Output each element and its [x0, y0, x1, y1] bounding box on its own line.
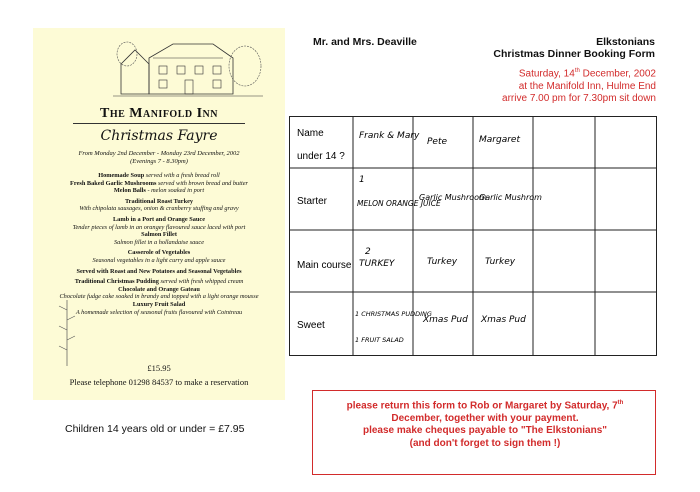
notice-text: please return this form to Rob or Margaret by Saturday, 7th December, together with your payment. please make cheques payable to "The Elkstonians" (and don't forget to sign them !) [346, 400, 624, 449]
menu-item-desc: A homemade selection of seasonal fruits flavoured with Cointreau [75, 308, 243, 316]
menu-item: Melon Balls - melon soaked in port [113, 187, 205, 195]
inn-illustration [113, 36, 263, 98]
menu-item: Traditional Christmas Pudding served with fresh whipped cream [74, 278, 244, 286]
name-cell: Margaret [479, 135, 520, 145]
holly-sprig-icon [55, 298, 79, 368]
main-cell: TURKEY [359, 259, 395, 269]
guest-names: Mr. and Mrs. Deaville [313, 36, 417, 48]
divider [73, 123, 245, 124]
menu-item-desc: Seasonal vegetables in a light curry and apple sauce [92, 256, 226, 264]
event-date: Saturday, 14th December, 2002 [518, 68, 656, 80]
row-label-starter: Starter [297, 196, 328, 207]
return-notice [312, 390, 656, 475]
menu-item: Lamb in a Port and Orange Sauce [112, 215, 205, 223]
form-title: Christmas Dinner Booking Form [493, 48, 655, 60]
booking-table [289, 116, 657, 356]
inn-name: The Manifold Inn [99, 106, 218, 121]
menu-item-desc: Salmon fillet in a hollandaise sauce [113, 238, 205, 246]
main-count: 2 [365, 247, 371, 257]
menu-item-desc: With chipolata sausages, onion & cranberry stuffing and gravy [79, 205, 239, 213]
menu-item: Fresh Baked Garlic Mushrooms served with brown bread and butter [70, 179, 248, 187]
sweet-cell: 1 CHRISTMAS PUDDING [355, 310, 432, 318]
row-label-name: Name [297, 128, 324, 139]
event-time: arrive 7.00 pm for 7.30pm sit down [502, 93, 656, 104]
main-cell: Turkey [485, 257, 516, 267]
menu-item: Chocolate and Orange Gateau [118, 285, 200, 293]
menu-price: £15.95 [147, 363, 171, 373]
dates-line: From Monday 2nd December - Monday 23rd December, 2002 [78, 150, 240, 157]
row-label-main: Main course [297, 260, 352, 271]
menu-item: Served with Roast and New Potatoes and Seasonal Vegetables [76, 267, 242, 275]
menu-item: Casserole of Vegetables [127, 249, 191, 257]
menu-items [33, 172, 285, 316]
menu-item: Salmon Fillet [141, 231, 177, 239]
reservation-phone: Please telephone 01298 84537 to make a reservation [69, 377, 249, 387]
menu-item: Luxury Fruit Salad [132, 300, 186, 308]
club-name: Elkstonians [596, 36, 655, 48]
main-cell: Turkey [427, 257, 458, 267]
starter-count: 1 [359, 175, 365, 185]
sweet-cell: Xmas Pud [481, 315, 526, 325]
row-label-under14: under 14 ? [297, 151, 345, 162]
event-venue: at the Manifold Inn, Hulme End [518, 81, 656, 92]
starter-cell: Garlic Mushrom [479, 193, 542, 202]
menu-item: Traditional Roast Turkey [124, 197, 194, 205]
children-price: Children 14 years old or under = £7.95 [65, 423, 245, 435]
starter-cell: MELON ORANGE JUICE [357, 199, 441, 208]
row-label-sweet: Sweet [297, 320, 325, 331]
sweet-cell: Xmas Pud [423, 315, 468, 325]
name-cell: Pete [427, 137, 448, 147]
menu-card [33, 28, 285, 400]
starter-cell: Garlic Mushroom [419, 193, 487, 202]
sweet-cell: 1 FRUIT SALAD [355, 336, 404, 344]
menu-item-desc: Chocolate fudge cake soaked in brandy and topped with a light orange mousse [59, 293, 259, 301]
menu-item-desc: Tender pieces of lamb in an orangey flavoured sauce laced with port [72, 223, 246, 231]
menu-dates [33, 150, 285, 166]
menu-heading: Christmas Fayre [100, 128, 218, 144]
hours-line: (Evenings 7 - 8.30pm) [130, 158, 188, 165]
menu-item: Homemade Soup served with a fresh bread roll [98, 172, 220, 179]
name-cell: Frank & Mary [359, 131, 420, 141]
